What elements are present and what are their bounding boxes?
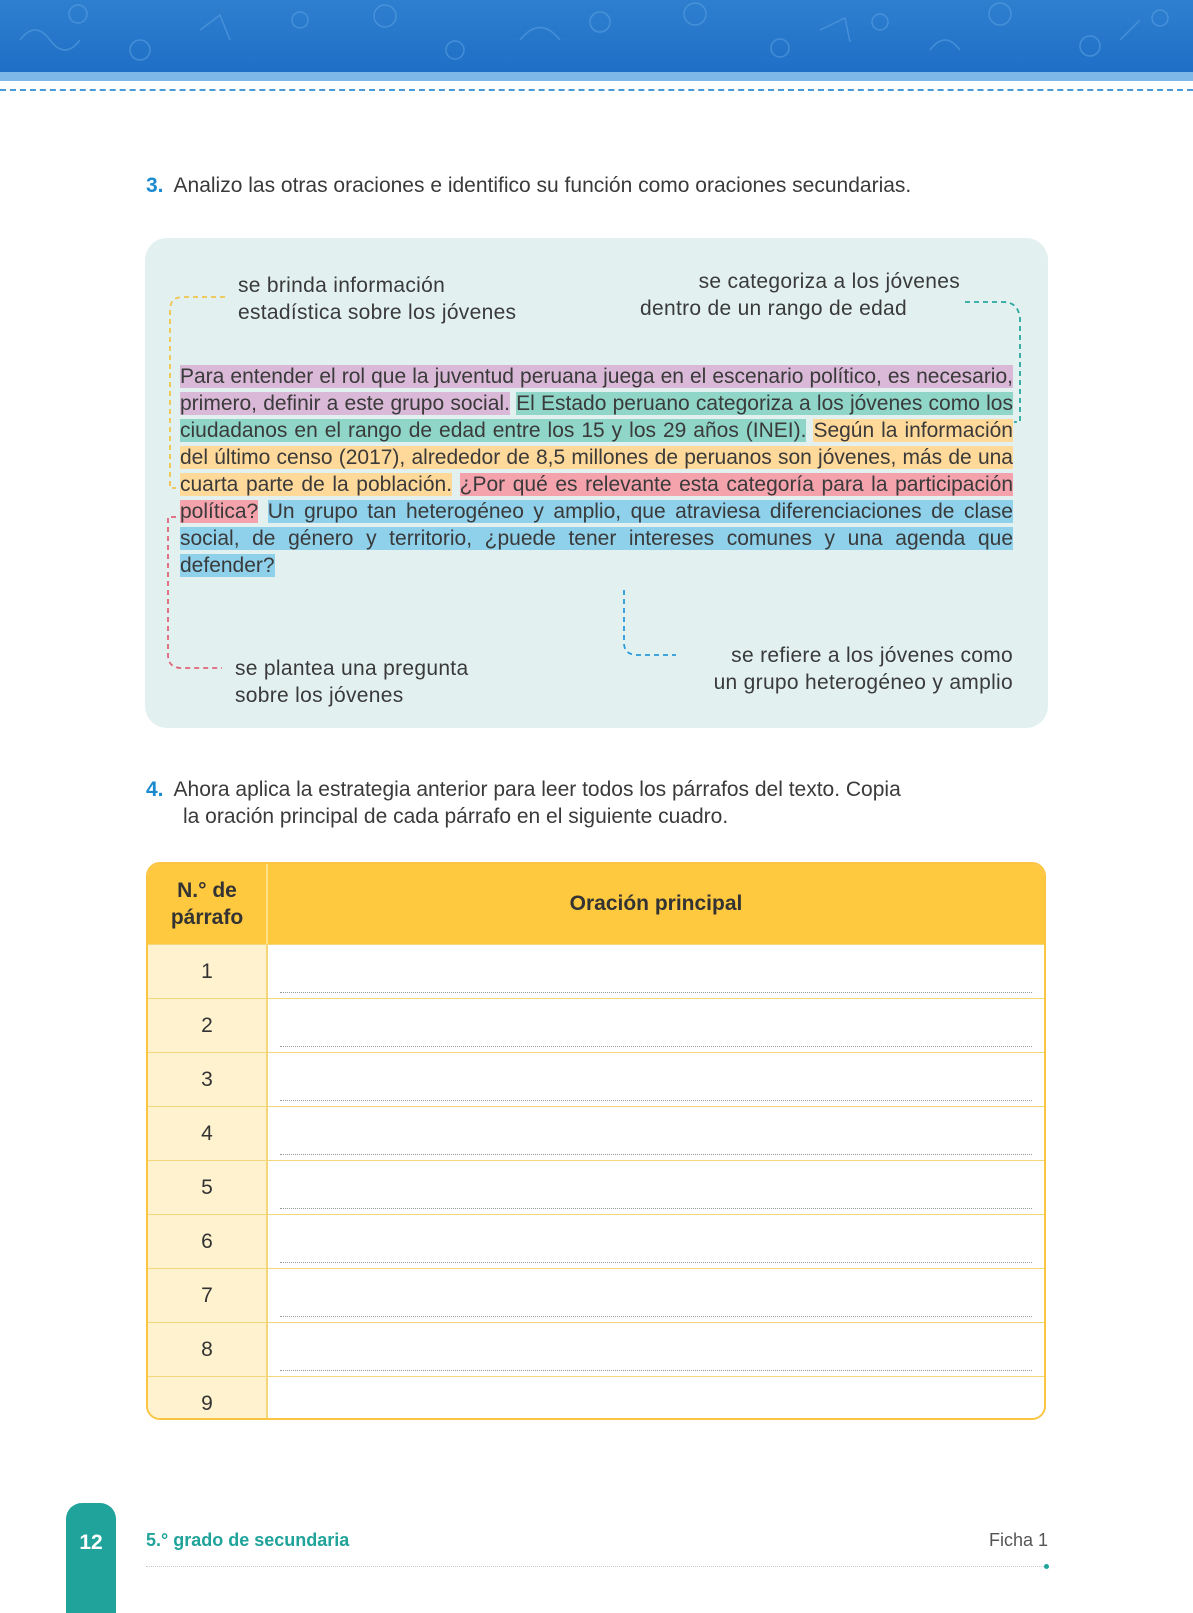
table-row [148,1268,1044,1322]
footer-grade: 5.° grado de secundaria [146,1530,350,1550]
item-3-text: Analizo las otras oraciones e identifico su función como oraciones secundarias. [173,174,912,197]
table-row [148,1214,1044,1268]
table-row [148,1106,1044,1160]
item-3-number: 3. [146,174,164,197]
answer-line[interactable] [268,945,1044,998]
row-number: 6 [148,1215,268,1268]
sentence-group-blue: Un grupo tan heterogéneo y amplio, que atraviesa diferenciaciones de clase social, de género y territorio, ¿puede tener intereses comunes y una agenda que defender? [180,500,1013,577]
note-question-line2: sobre los jóvenes [235,684,404,707]
item-4-instruction [146,776,901,830]
page-number: 12 [79,1531,103,1554]
note-question-line1: se plantea una pregunta [235,657,469,680]
note-category-line1: se categoriza a los jóvenes [698,270,960,293]
footer-dot [1044,1564,1049,1569]
answer-line[interactable] [268,1377,1044,1420]
answer-line[interactable] [268,1215,1044,1268]
row-number: 8 [148,1323,268,1376]
footer-divider [146,1566,1046,1567]
table-row [148,998,1044,1052]
row-number: 9 [148,1377,268,1420]
connector-question [168,517,222,668]
note-statistics-line1: se brinda información [238,274,446,297]
row-number: 7 [148,1269,268,1322]
note-group-line2: un grupo heterogéneo y amplio [713,671,1013,694]
answer-line[interactable] [268,1323,1044,1376]
sentence-question-pink: ¿Por qué es relevante esta categoría para la participación política? [180,473,1013,523]
table-body [148,944,1044,1420]
row-number: 1 [148,945,268,998]
header-paragraph-number [148,864,268,944]
header-paragraph-number-line1: N.° de [177,879,237,902]
table-row [148,1322,1044,1376]
connector-statistics [170,297,225,488]
answer-line[interactable] [268,1107,1044,1160]
answer-line[interactable] [268,1269,1044,1322]
header-paragraph-number-line2: párrafo [170,906,244,929]
connector-group [624,590,676,655]
sentence-category-teal: El Estado peruano categoriza a los jóvenes como los ciudadanos en el rango de edad entre los 15 y los 29 años (INEI). [180,392,1013,442]
answer-line[interactable] [268,999,1044,1052]
row-number: 2 [148,999,268,1052]
item-4-line2: la oración principal de cada párrafo en el siguiente cuadro. [183,805,729,828]
answer-line[interactable] [268,1161,1044,1214]
row-number: 3 [148,1053,268,1106]
item-4-line1: Ahora aplica la estrategia anterior para leer todos los párrafos del texto. Copia [173,778,901,801]
table-header [148,864,1044,944]
item-4-number: 4. [146,778,164,801]
note-statistics-line2: estadística sobre los jóvenes [238,301,517,324]
note-category-line2: dentro de un rango de edad [640,297,908,320]
main-sentence-table [146,862,1046,1420]
connector-category [965,302,1020,422]
table-row [148,1160,1044,1214]
note-group-line1: se refiere a los jóvenes como [731,644,1013,667]
table-row [148,1376,1044,1420]
header-main-sentence: Oración principal [569,892,743,915]
row-number: 4 [148,1107,268,1160]
answer-line[interactable] [268,1053,1044,1106]
table-row [148,944,1044,998]
sentence-main-purple: Para entender el rol que la juventud peruana juega en el escenario político, es necesario, primero, definir a este grupo social. [180,365,1013,415]
sentence-statistics-yellow: Según la información del último censo (2017), alrededor de 8,5 millones de peruanos son jóvenes, más de una cuarta parte de la población. [180,419,1013,496]
page-number-tab [66,1503,116,1613]
row-number: 5 [148,1161,268,1214]
table-row [148,1052,1044,1106]
footer-ficha: Ficha 1 [988,1530,1048,1550]
